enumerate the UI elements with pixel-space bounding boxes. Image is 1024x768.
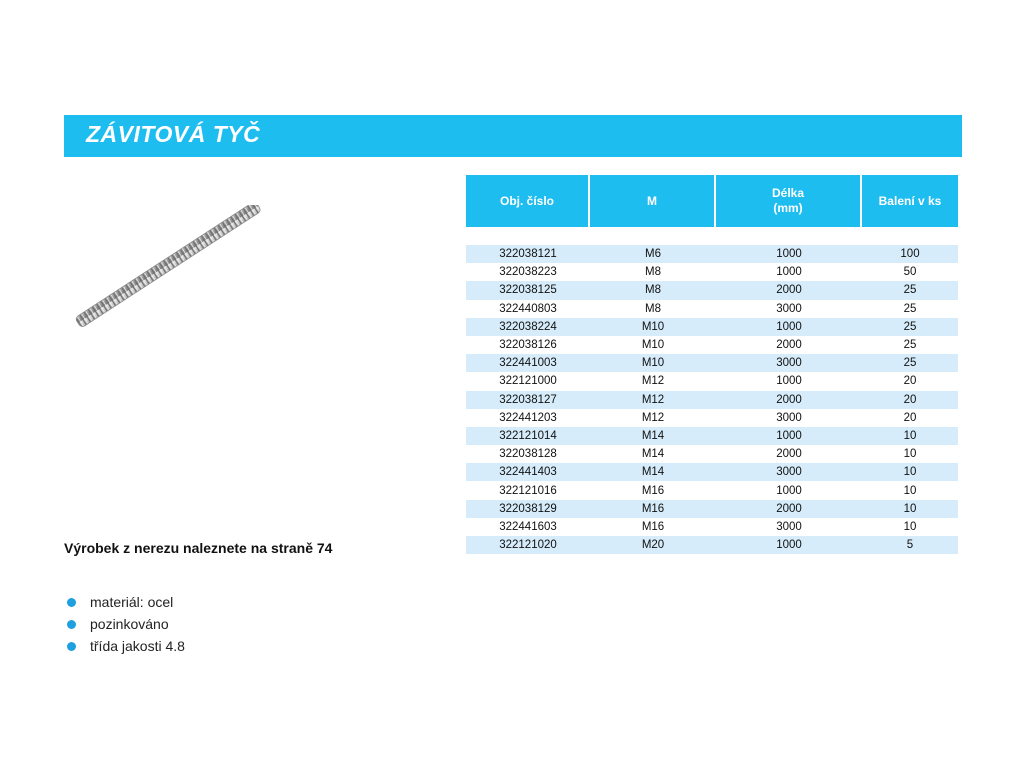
cell-obj-cislo: 322121014 bbox=[466, 427, 590, 445]
cell-obj-cislo: 322440803 bbox=[466, 300, 590, 318]
cell-obj-cislo: 322038224 bbox=[466, 318, 590, 336]
cell-delka: 2000 bbox=[716, 281, 862, 299]
cell-baleni: 25 bbox=[862, 354, 958, 372]
cell-delka: 2000 bbox=[716, 500, 862, 518]
cell-baleni: 10 bbox=[862, 481, 958, 499]
cell-baleni: 25 bbox=[862, 318, 958, 336]
cell-obj-cislo: 322441403 bbox=[466, 463, 590, 481]
cell-baleni: 20 bbox=[862, 391, 958, 409]
cell-baleni: 25 bbox=[862, 336, 958, 354]
cell-m: M10 bbox=[590, 354, 716, 372]
table-row bbox=[466, 300, 958, 318]
feature-item bbox=[64, 614, 185, 636]
feature-item bbox=[64, 592, 185, 614]
feature-text: pozinkováno bbox=[90, 616, 169, 632]
cell-m: M16 bbox=[590, 518, 716, 536]
table-row bbox=[466, 245, 958, 263]
table-row bbox=[466, 536, 958, 554]
feature-list bbox=[64, 592, 185, 658]
cell-delka: 1000 bbox=[716, 427, 862, 445]
cell-m: M14 bbox=[590, 445, 716, 463]
cell-baleni: 10 bbox=[862, 445, 958, 463]
table-row bbox=[466, 409, 958, 427]
threaded-rod-image bbox=[66, 205, 266, 335]
cell-obj-cislo: 322038127 bbox=[466, 391, 590, 409]
cell-delka: 1000 bbox=[716, 318, 862, 336]
cell-obj-cislo: 322441603 bbox=[466, 518, 590, 536]
cell-m: M12 bbox=[590, 391, 716, 409]
table-row bbox=[466, 445, 958, 463]
cell-delka: 3000 bbox=[716, 300, 862, 318]
table-row bbox=[466, 336, 958, 354]
cell-m: M14 bbox=[590, 463, 716, 481]
cell-obj-cislo: 322038129 bbox=[466, 500, 590, 518]
cell-baleni: 20 bbox=[862, 409, 958, 427]
title-bar bbox=[64, 115, 962, 157]
cell-baleni: 20 bbox=[862, 372, 958, 390]
cell-delka: 3000 bbox=[716, 409, 862, 427]
cell-m: M10 bbox=[590, 336, 716, 354]
cell-baleni: 10 bbox=[862, 500, 958, 518]
page-title: ZÁVITOVÁ TYČ bbox=[86, 121, 261, 147]
cell-obj-cislo: 322121016 bbox=[466, 481, 590, 499]
table-row bbox=[466, 318, 958, 336]
cell-m: M10 bbox=[590, 318, 716, 336]
table-row bbox=[466, 427, 958, 445]
cell-baleni: 10 bbox=[862, 518, 958, 536]
column-header-m: M bbox=[590, 175, 716, 227]
cell-baleni: 25 bbox=[862, 281, 958, 299]
cell-obj-cislo: 322121000 bbox=[466, 372, 590, 390]
cell-baleni: 10 bbox=[862, 463, 958, 481]
cell-baleni: 25 bbox=[862, 300, 958, 318]
cell-obj-cislo: 322038223 bbox=[466, 263, 590, 281]
cell-m: M12 bbox=[590, 409, 716, 427]
cell-delka: 1000 bbox=[716, 372, 862, 390]
column-header-baleni: Balení v ks bbox=[862, 175, 958, 227]
cell-baleni: 50 bbox=[862, 263, 958, 281]
cell-delka: 3000 bbox=[716, 354, 862, 372]
stainless-note: Výrobek z nerezu naleznete na straně 74 bbox=[64, 540, 333, 556]
cell-obj-cislo: 322038125 bbox=[466, 281, 590, 299]
cell-baleni: 10 bbox=[862, 427, 958, 445]
cell-m: M8 bbox=[590, 281, 716, 299]
table-row bbox=[466, 463, 958, 481]
cell-delka: 2000 bbox=[716, 336, 862, 354]
cell-m: M16 bbox=[590, 500, 716, 518]
cell-baleni: 100 bbox=[862, 245, 958, 263]
cell-obj-cislo: 322038126 bbox=[466, 336, 590, 354]
table-row bbox=[466, 263, 958, 281]
cell-m: M14 bbox=[590, 427, 716, 445]
cell-obj-cislo: 322441003 bbox=[466, 354, 590, 372]
column-header-obj-cislo: Obj. číslo bbox=[466, 175, 590, 227]
table-row bbox=[466, 281, 958, 299]
table-row bbox=[466, 391, 958, 409]
cell-delka: 1000 bbox=[716, 481, 862, 499]
cell-delka: 1000 bbox=[716, 263, 862, 281]
bullet-icon bbox=[67, 642, 76, 651]
cell-obj-cislo: 322038121 bbox=[466, 245, 590, 263]
cell-m: M8 bbox=[590, 263, 716, 281]
cell-m: M12 bbox=[590, 372, 716, 390]
feature-item bbox=[64, 636, 185, 658]
table-header-row bbox=[466, 175, 958, 227]
cell-baleni: 5 bbox=[862, 536, 958, 554]
table-row bbox=[466, 372, 958, 390]
cell-m: M16 bbox=[590, 481, 716, 499]
cell-obj-cislo: 322441203 bbox=[466, 409, 590, 427]
cell-delka: 1000 bbox=[716, 245, 862, 263]
cell-m: M8 bbox=[590, 300, 716, 318]
bullet-icon bbox=[67, 620, 76, 629]
cell-delka: 2000 bbox=[716, 391, 862, 409]
cell-obj-cislo: 322121020 bbox=[466, 536, 590, 554]
feature-text: materiál: ocel bbox=[90, 594, 174, 610]
table-row bbox=[466, 481, 958, 499]
cell-delka: 2000 bbox=[716, 445, 862, 463]
table-row bbox=[466, 500, 958, 518]
cell-delka: 3000 bbox=[716, 518, 862, 536]
cell-obj-cislo: 322038128 bbox=[466, 445, 590, 463]
product-table bbox=[466, 175, 958, 554]
cell-m: M20 bbox=[590, 536, 716, 554]
table-row bbox=[466, 354, 958, 372]
cell-delka: 3000 bbox=[716, 463, 862, 481]
cell-delka: 1000 bbox=[716, 536, 862, 554]
bullet-icon bbox=[67, 598, 76, 607]
feature-text: třída jakosti 4.8 bbox=[90, 638, 185, 654]
cell-m: M6 bbox=[590, 245, 716, 263]
column-header-delka: Délka (mm) bbox=[716, 175, 862, 227]
table-row bbox=[466, 518, 958, 536]
